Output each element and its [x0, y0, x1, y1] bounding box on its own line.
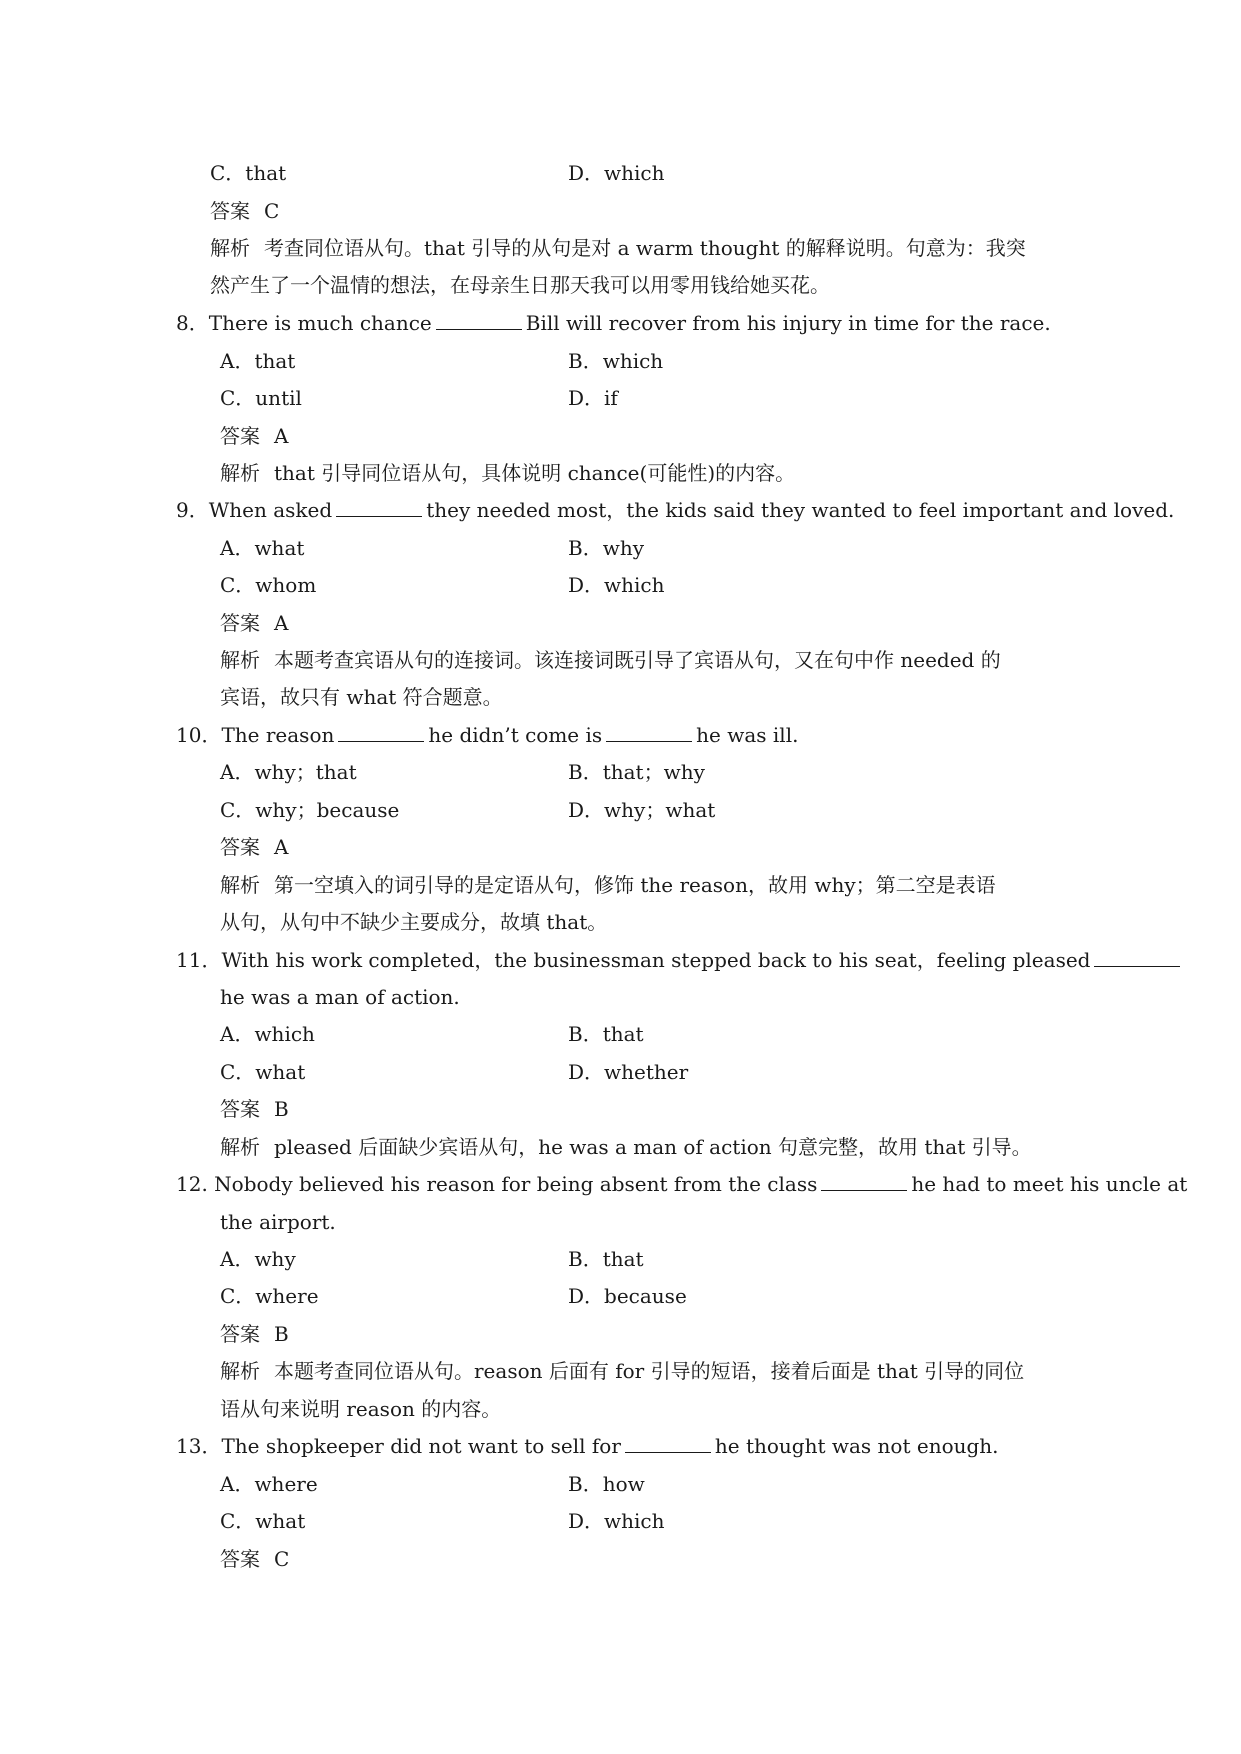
- answer-value: A: [274, 424, 289, 448]
- stem-text: 13．The shopkeeper did not want to sell for: [176, 1434, 621, 1458]
- q11-option-b: B．that: [568, 1022, 644, 1046]
- q9-answer: [220, 609, 288, 637]
- q11-option-c: C．what: [220, 1060, 306, 1084]
- stem-text: he thought was not enough.: [714, 1434, 999, 1458]
- stem-text: 10．The reason: [176, 723, 335, 747]
- q8-answer: [220, 422, 288, 450]
- answer-blank: [606, 723, 692, 742]
- q13-stem: [176, 1432, 999, 1460]
- q12-analysis: [220, 1357, 1024, 1385]
- stem-text: they needed most，the kids said they wanted to feel important and loved.: [426, 498, 1175, 522]
- stem-text: 9．When asked: [176, 498, 333, 522]
- analysis-text: 考查同位语从句。that 引导的从句是对 a warm thought 的解释说明。句意为：我突: [264, 236, 1026, 260]
- q9-analysis: [220, 646, 1001, 674]
- q12-stem: [176, 1170, 1187, 1198]
- q11-answer: [220, 1095, 289, 1123]
- analysis-label: 解析: [210, 236, 250, 260]
- q11-analysis: [220, 1133, 1032, 1161]
- q10-analysis: [220, 871, 996, 899]
- q9-analysis-cont: 宾语，故只有 what 符合题意。: [220, 685, 503, 709]
- answer-blank: [1094, 948, 1180, 967]
- q13-answer: [220, 1545, 289, 1573]
- q7-analysis: [210, 234, 1026, 262]
- q8-option-b: B．which: [568, 349, 664, 373]
- answer-label: 答案: [220, 835, 260, 859]
- q7-answer: [210, 197, 279, 225]
- q9-stem: [176, 496, 1174, 524]
- q13-option-d: D．which: [568, 1509, 665, 1533]
- q10-answer: [220, 833, 288, 861]
- q9-option-b: B．why: [568, 536, 644, 560]
- q8-stem: [176, 309, 1051, 337]
- analysis-text: 第一空填入的词引导的是定语从句，修饰 the reason，故用 why；第二空是表语: [274, 873, 996, 897]
- answer-value: B: [274, 1322, 289, 1346]
- q11-option-a: A．which: [220, 1022, 315, 1046]
- stem-text: 8．There is much chance: [176, 311, 432, 335]
- analysis-label: 解析: [220, 873, 260, 897]
- answer-value: B: [274, 1097, 289, 1121]
- answer-blank: [436, 311, 522, 330]
- stem-text: 11．With his work completed，the businessman stepped back to his seat，feeling pleased: [176, 948, 1091, 972]
- q12-option-a: A．why: [220, 1247, 296, 1271]
- answer-label: 答案: [220, 1097, 260, 1121]
- q8-option-a: A．that: [220, 349, 296, 373]
- answer-blank: [336, 498, 422, 517]
- q9-option-c: C．whom: [220, 573, 317, 597]
- stem-text: 12. Nobody believed his reason for being absent from the class: [176, 1172, 818, 1196]
- answer-value: C: [264, 199, 280, 223]
- q10-stem: [176, 721, 798, 749]
- stem-text: he was ill.: [696, 723, 799, 747]
- analysis-label: 解析: [220, 1135, 260, 1159]
- stem-text: he had to meet his uncle at: [911, 1172, 1188, 1196]
- answer-label: 答案: [220, 1322, 260, 1346]
- q10-option-c: C．why；because: [220, 798, 400, 822]
- answer-label: 答案: [210, 199, 250, 223]
- q12-stem-cont: the airport.: [220, 1210, 336, 1234]
- answer-blank: [338, 723, 424, 742]
- stem-text: he didn’t come is: [428, 723, 603, 747]
- analysis-label: 解析: [220, 1359, 260, 1383]
- q12-option-b: B．that: [568, 1247, 644, 1271]
- stem-text: Bill will recover from his injury in time for the race.: [525, 311, 1051, 335]
- q11-stem-cont: he was a man of action.: [220, 985, 460, 1009]
- q7-option-d: D．which: [568, 161, 665, 185]
- q13-option-c: C．what: [220, 1509, 306, 1533]
- q10-analysis-cont: 从句，从句中不缺少主要成分，故填 that。: [220, 910, 608, 934]
- answer-blank: [821, 1172, 907, 1191]
- q11-option-d: D．whether: [568, 1060, 689, 1084]
- answer-value: C: [274, 1547, 290, 1571]
- analysis-text: 本题考查宾语从句的连接词。该连接词既引导了宾语从句，又在句中作 needed 的: [274, 648, 1001, 672]
- q9-option-d: D．which: [568, 573, 665, 597]
- analysis-text: 本题考查同位语从句。reason 后面有 for 引导的短语，接着后面是 that 引导的同位: [274, 1359, 1025, 1383]
- q7-option-c: C．that: [210, 161, 287, 185]
- q13-option-a: A．where: [220, 1472, 318, 1496]
- answer-label: 答案: [220, 424, 260, 448]
- q12-answer: [220, 1320, 289, 1348]
- q10-option-d: D．why；what: [568, 798, 716, 822]
- analysis-label: 解析: [220, 461, 260, 485]
- q7-analysis-cont: 然产生了一个温情的想法，在母亲生日那天我可以用零用钱给她买花。: [210, 273, 830, 297]
- answer-label: 答案: [220, 611, 260, 635]
- analysis-text: pleased 后面缺少宾语从句，he was a man of action 句意完整，故用 that 引导。: [274, 1135, 1032, 1159]
- answer-label: 答案: [220, 1547, 260, 1571]
- q12-option-c: C．where: [220, 1284, 319, 1308]
- q12-analysis-cont: 语从句来说明 reason 的内容。: [220, 1397, 502, 1421]
- q8-analysis: [220, 459, 795, 487]
- q8-option-d: D．if: [568, 386, 618, 410]
- answer-value: A: [274, 835, 289, 859]
- q9-option-a: A．what: [220, 536, 305, 560]
- analysis-text: that 引导同位语从句，具体说明 chance(可能性)的内容。: [274, 461, 796, 485]
- q11-stem: [176, 946, 1184, 974]
- q13-option-b: B．how: [568, 1472, 645, 1496]
- q10-option-a: A．why；that: [220, 760, 357, 784]
- answer-value: A: [274, 611, 289, 635]
- answer-blank: [625, 1434, 711, 1453]
- q8-option-c: C．until: [220, 386, 302, 410]
- analysis-label: 解析: [220, 648, 260, 672]
- q12-option-d: D．because: [568, 1284, 687, 1308]
- q10-option-b: B．that；why: [568, 760, 705, 784]
